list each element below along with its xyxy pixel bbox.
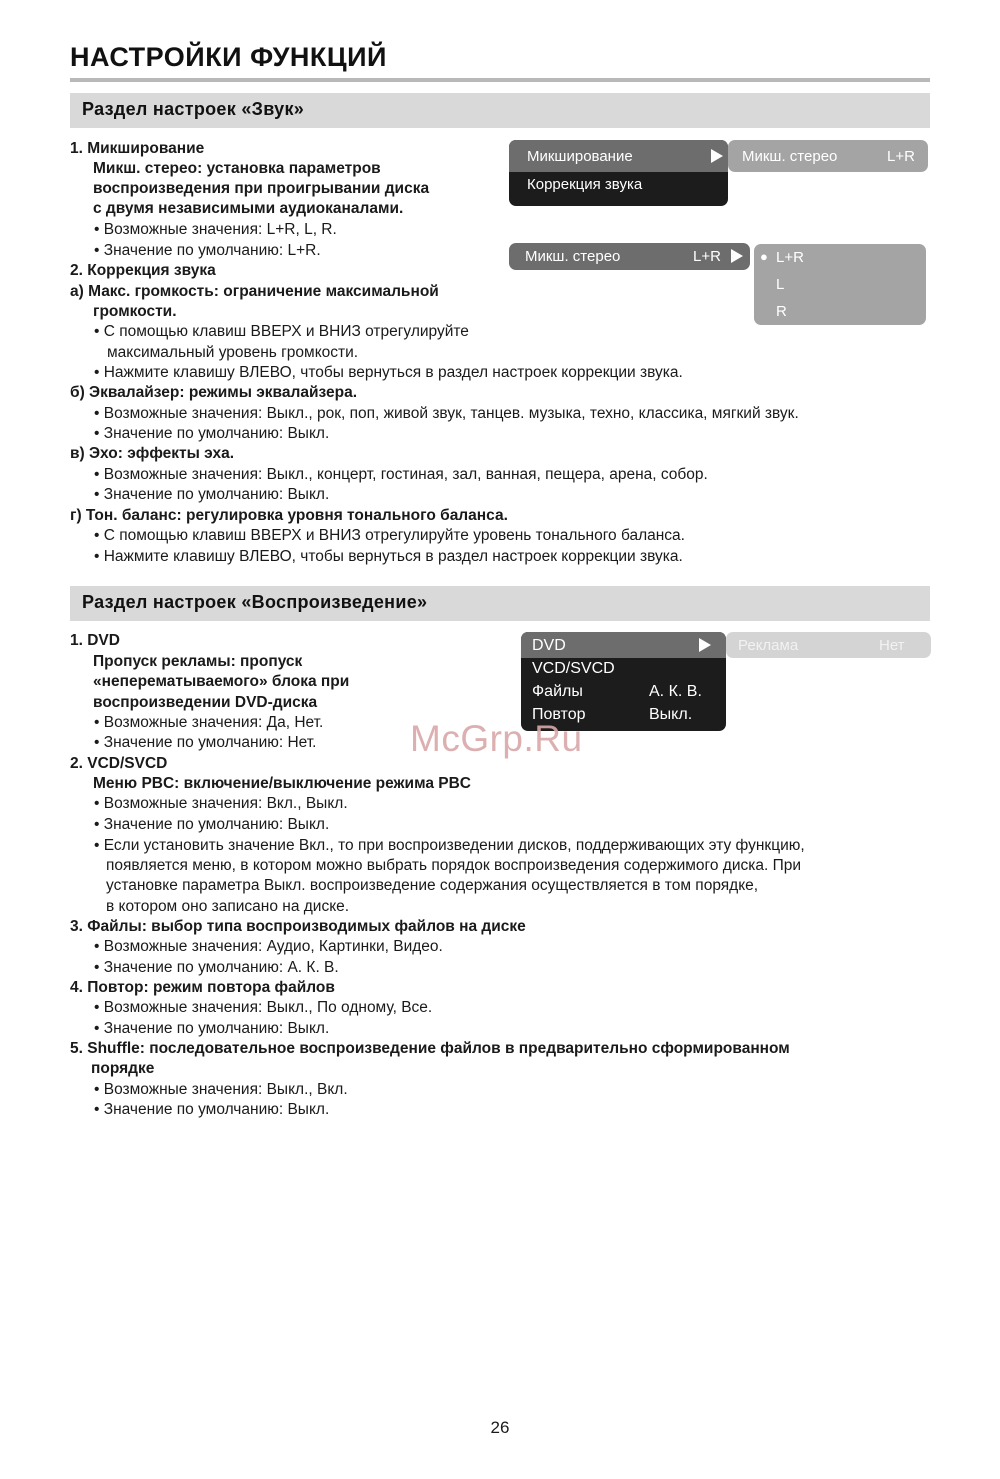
- ad-skip-submenu[interactable]: [726, 632, 931, 658]
- menu-item-label: Повтор: [532, 706, 586, 723]
- text-line: Меню PBC: включение/выключение режима PBC: [93, 775, 471, 792]
- menu-item-sound-correction[interactable]: [509, 172, 728, 206]
- menu-item-label: DVD: [532, 637, 566, 654]
- text-line: появляется меню, в котором можно выбрать порядок воспроизведения содержимого диска. При: [106, 857, 802, 874]
- sound-section-header: [70, 93, 930, 128]
- text-line: • Значение по умолчанию: А. К. В.: [94, 958, 339, 978]
- text-line: с двумя независимыми аудиоканалами.: [93, 200, 404, 217]
- text-line: воспроизведения при проигрывании диска: [93, 180, 430, 197]
- option-lr[interactable]: L+R: [776, 249, 804, 266]
- mixing-submenu[interactable]: [728, 140, 928, 172]
- playback-section-title: Раздел настроек «Воспроизведение»: [82, 592, 428, 612]
- text-line: 1. Микширование: [70, 140, 205, 157]
- text-line: • Значение по умолчанию: Выкл.: [94, 485, 329, 505]
- text-line: • Возможные значения: Аудио, Картинки, Видео.: [94, 937, 443, 957]
- arrow-right-icon: [699, 638, 711, 652]
- option-r[interactable]: R: [776, 303, 787, 320]
- text-line: • Значение по умолчанию: L+R.: [94, 241, 321, 261]
- page-title: НАСТРОЙКИ ФУНКЦИЙ: [70, 42, 387, 72]
- selected-dot-icon: ●: [760, 249, 768, 264]
- menu-item-mixing[interactable]: [509, 140, 728, 172]
- stereo-mix-options: [754, 244, 926, 325]
- text-line: а) Макс. громкость: ограничение максимальной: [70, 283, 439, 300]
- text-line: • Возможные значения: Выкл., Вкл.: [94, 1080, 348, 1100]
- text-line: • Нажмите клавишу ВЛЕВО, чтобы вернуться в раздел настроек коррекции звука.: [94, 547, 683, 567]
- stereo-mix-row[interactable]: [509, 243, 750, 270]
- text-line: в) Эхо: эффекты эха.: [70, 445, 235, 462]
- text-line: громкости.: [93, 303, 177, 320]
- menu-item-label: Коррекция звука: [527, 176, 643, 193]
- title-divider: [70, 78, 930, 82]
- submenu-label: Реклама: [738, 637, 799, 654]
- option-l[interactable]: L: [776, 276, 785, 293]
- text-line: 1. DVD: [70, 632, 120, 649]
- sound-section-title: Раздел настроек «Звук»: [82, 99, 305, 119]
- text-line: максимальный уровень громкости.: [107, 344, 359, 361]
- text-line: • Если установить значение Вкл., то при воспроизведении дисков, поддерживающих эту функцию,: [94, 836, 805, 856]
- text-line: Микш. стерео: установка параметров: [93, 160, 381, 177]
- text-line: Пропуск рекламы: пропуск: [93, 653, 303, 670]
- text-line: • Значение по умолчанию: Нет.: [94, 733, 316, 753]
- menu-item-label: Микширование: [527, 148, 633, 165]
- text-line: • С помощью клавиш ВВЕРХ и ВНИЗ отрегулируйте уровень тонального баланса.: [94, 526, 685, 546]
- watermark: McGrp.Ru: [410, 718, 583, 759]
- menu-item-vcd-svcd[interactable]: [521, 658, 726, 681]
- text-line: • Значение по умолчанию: Выкл.: [94, 1100, 329, 1120]
- menu-item-dvd[interactable]: [521, 632, 726, 658]
- text-line: 4. Повтор: режим повтора файлов: [70, 979, 335, 996]
- menu-item-value: А. К. В.: [649, 683, 702, 700]
- arrow-right-icon: [731, 249, 743, 263]
- submenu-value: Нет: [879, 637, 905, 654]
- text-line: установке параметра Выкл. воспроизведение содержания осуществляется в том порядке,: [106, 877, 759, 894]
- page-number: 26: [490, 1418, 510, 1437]
- text-line: • Значение по умолчанию: Выкл.: [94, 1019, 329, 1039]
- text-line: • Возможные значения: Выкл., По одному, Все.: [94, 998, 432, 1018]
- menu-item-label: Файлы: [532, 683, 583, 700]
- text-line: • Нажмите клавишу ВЛЕВО, чтобы вернуться в раздел настроек коррекции звука.: [94, 363, 683, 383]
- menu-item-files[interactable]: [521, 681, 726, 704]
- text-line: • Возможные значения: Выкл., концерт, гостиная, зал, ванная, пещера, арена, собор.: [94, 465, 708, 485]
- text-line: • Возможные значения: L+R, L, R.: [94, 220, 337, 240]
- text-line: б) Эквалайзер: режимы эквалайзера.: [70, 384, 358, 401]
- text-line: • С помощью клавиш ВВЕРХ и ВНИЗ отрегулируйте: [94, 322, 469, 342]
- text-line: «неперематываемого» блока при: [93, 673, 350, 690]
- text-line: г) Тон. баланс: регулировка уровня тонального баланса.: [70, 507, 508, 524]
- menu-item-label: VCD/SVCD: [532, 660, 615, 677]
- text-line: • Значение по умолчанию: Выкл.: [94, 424, 329, 444]
- text-line: порядке: [91, 1060, 155, 1077]
- row-label: Микш. стерео: [525, 248, 621, 265]
- text-line: • Возможные значения: Вкл., Выкл.: [94, 794, 348, 814]
- text-line: в котором оно записано на диске.: [106, 898, 350, 915]
- sound-main-menu: [509, 140, 728, 206]
- text-line: 3. Файлы: выбор типа воспроизводимых файлов на диске: [70, 918, 526, 935]
- text-line: 2. Коррекция звука: [70, 262, 216, 279]
- menu-item-value: Выкл.: [649, 706, 693, 723]
- row-value: L+R: [693, 248, 721, 265]
- submenu-label: Микш. стерео: [742, 148, 838, 165]
- text-line: 2. VCD/SVCD: [70, 755, 168, 772]
- playback-main-menu: [521, 632, 726, 731]
- text-line: • Возможные значения: Выкл., рок, поп, живой звук, танцев. музыка, техно, классика, мягкий звук.: [94, 404, 799, 424]
- text-line: • Возможные значения: Да, Нет.: [94, 713, 323, 733]
- text-line: • Значение по умолчанию: Выкл.: [94, 815, 329, 835]
- submenu-value: L+R: [887, 148, 915, 165]
- text-line: воспроизведении DVD-диска: [93, 694, 318, 711]
- text-line: 5. Shuffle: последовательное воспроизведение файлов в предварительно сформированном: [70, 1040, 790, 1057]
- playback-section-header: [70, 586, 930, 621]
- arrow-right-icon: [711, 149, 723, 163]
